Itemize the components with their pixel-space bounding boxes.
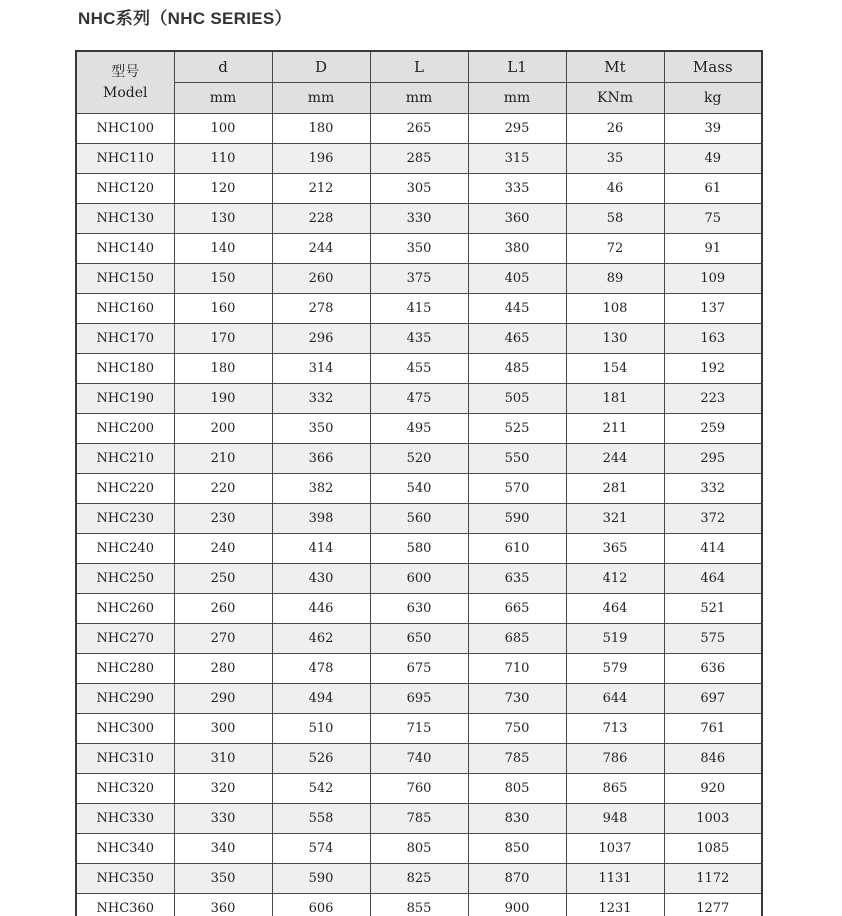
model-cell: NHC230 (76, 504, 174, 534)
value-cell: 464 (664, 564, 762, 594)
value-cell: 478 (272, 654, 370, 684)
value-cell: 360 (468, 204, 566, 234)
model-cell: NHC160 (76, 294, 174, 324)
value-cell: 290 (174, 684, 272, 714)
value-cell: 192 (664, 354, 762, 384)
value-cell: 100 (174, 114, 272, 144)
value-cell: 296 (272, 324, 370, 354)
table-row (76, 624, 762, 654)
value-cell: 330 (174, 804, 272, 834)
value-cell: 475 (370, 384, 468, 414)
value-cell: 240 (174, 534, 272, 564)
value-cell: 846 (664, 744, 762, 774)
value-cell: 210 (174, 444, 272, 474)
value-cell: 575 (664, 624, 762, 654)
value-cell: 244 (566, 444, 664, 474)
value-cell: 372 (664, 504, 762, 534)
value-cell: 520 (370, 444, 468, 474)
table-row (76, 894, 762, 916)
table-row (76, 234, 762, 264)
value-cell: 340 (174, 834, 272, 864)
value-cell: 805 (370, 834, 468, 864)
value-cell: 462 (272, 624, 370, 654)
value-cell: 630 (370, 594, 468, 624)
value-cell: 244 (272, 234, 370, 264)
value-cell: 270 (174, 624, 272, 654)
value-cell: 260 (272, 264, 370, 294)
value-cell: 211 (566, 414, 664, 444)
value-cell: 600 (370, 564, 468, 594)
value-cell: 405 (468, 264, 566, 294)
value-cell: 412 (566, 564, 664, 594)
model-cell: NHC240 (76, 534, 174, 564)
value-cell: 137 (664, 294, 762, 324)
value-cell: 46 (566, 174, 664, 204)
header-unit-L: mm (370, 83, 468, 114)
value-cell: 315 (468, 144, 566, 174)
table-row (76, 864, 762, 894)
value-cell: 740 (370, 744, 468, 774)
value-cell: 579 (566, 654, 664, 684)
value-cell: 526 (272, 744, 370, 774)
value-cell: 382 (272, 474, 370, 504)
value-cell: 170 (174, 324, 272, 354)
value-cell: 196 (272, 144, 370, 174)
value-cell: 212 (272, 174, 370, 204)
value-cell: 730 (468, 684, 566, 714)
value-cell: 1277 (664, 894, 762, 916)
header-unit-L1: mm (468, 83, 566, 114)
model-cell: NHC340 (76, 834, 174, 864)
header-unit-Mass: kg (664, 83, 762, 114)
value-cell: 525 (468, 414, 566, 444)
content-area (75, 8, 763, 916)
value-cell: 360 (174, 894, 272, 916)
value-cell: 606 (272, 894, 370, 916)
model-cell: NHC350 (76, 864, 174, 894)
value-cell: 550 (468, 444, 566, 474)
model-cell: NHC140 (76, 234, 174, 264)
value-cell: 61 (664, 174, 762, 204)
value-cell: 49 (664, 144, 762, 174)
value-cell: 332 (272, 384, 370, 414)
model-cell: NHC290 (76, 684, 174, 714)
header-row-symbols (76, 51, 762, 83)
model-cell: NHC260 (76, 594, 174, 624)
header-col-L1: L1 (468, 51, 566, 83)
value-cell: 785 (468, 744, 566, 774)
value-cell: 435 (370, 324, 468, 354)
value-cell: 865 (566, 774, 664, 804)
value-cell: 786 (566, 744, 664, 774)
model-cell: NHC310 (76, 744, 174, 774)
value-cell: 850 (468, 834, 566, 864)
value-cell: 590 (272, 864, 370, 894)
value-cell: 280 (174, 654, 272, 684)
table-body (76, 114, 762, 916)
table-row (76, 264, 762, 294)
value-cell: 91 (664, 234, 762, 264)
header-unit-d: mm (174, 83, 272, 114)
table-row (76, 144, 762, 174)
value-cell: 695 (370, 684, 468, 714)
table-row (76, 474, 762, 504)
value-cell: 109 (664, 264, 762, 294)
value-cell: 685 (468, 624, 566, 654)
nhc-series-table (75, 50, 763, 916)
model-cell: NHC200 (76, 414, 174, 444)
value-cell: 825 (370, 864, 468, 894)
header-row-units (76, 83, 762, 114)
model-cell: NHC330 (76, 804, 174, 834)
value-cell: 120 (174, 174, 272, 204)
value-cell: 830 (468, 804, 566, 834)
value-cell: 1172 (664, 864, 762, 894)
value-cell: 108 (566, 294, 664, 324)
value-cell: 75 (664, 204, 762, 234)
value-cell: 58 (566, 204, 664, 234)
value-cell: 414 (272, 534, 370, 564)
value-cell: 558 (272, 804, 370, 834)
value-cell: 1003 (664, 804, 762, 834)
value-cell: 160 (174, 294, 272, 324)
value-cell: 750 (468, 714, 566, 744)
value-cell: 590 (468, 504, 566, 534)
value-cell: 350 (174, 864, 272, 894)
value-cell: 948 (566, 804, 664, 834)
value-cell: 320 (174, 774, 272, 804)
header-col-d: d (174, 51, 272, 83)
value-cell: 230 (174, 504, 272, 534)
value-cell: 1231 (566, 894, 664, 916)
value-cell: 1131 (566, 864, 664, 894)
model-cell: NHC220 (76, 474, 174, 504)
header-col-Mt: Mt (566, 51, 664, 83)
header-model-cell (76, 51, 174, 114)
header-col-L: L (370, 51, 468, 83)
model-cell: NHC320 (76, 774, 174, 804)
value-cell: 72 (566, 234, 664, 264)
value-cell: 761 (664, 714, 762, 744)
value-cell: 321 (566, 504, 664, 534)
model-cell: NHC360 (76, 894, 174, 916)
value-cell: 610 (468, 534, 566, 564)
value-cell: 675 (370, 654, 468, 684)
value-cell: 446 (272, 594, 370, 624)
value-cell: 455 (370, 354, 468, 384)
value-cell: 366 (272, 444, 370, 474)
value-cell: 285 (370, 144, 468, 174)
value-cell: 920 (664, 774, 762, 804)
value-cell: 510 (272, 714, 370, 744)
model-cell: NHC210 (76, 444, 174, 474)
value-cell: 465 (468, 324, 566, 354)
value-cell: 332 (664, 474, 762, 504)
value-cell: 300 (174, 714, 272, 744)
value-cell: 350 (272, 414, 370, 444)
value-cell: 130 (174, 204, 272, 234)
value-cell: 560 (370, 504, 468, 534)
value-cell: 580 (370, 534, 468, 564)
model-cell: NHC100 (76, 114, 174, 144)
value-cell: 295 (468, 114, 566, 144)
value-cell: 521 (664, 594, 762, 624)
value-cell: 200 (174, 414, 272, 444)
value-cell: 635 (468, 564, 566, 594)
value-cell: 335 (468, 174, 566, 204)
value-cell: 305 (370, 174, 468, 204)
value-cell: 414 (664, 534, 762, 564)
value-cell: 190 (174, 384, 272, 414)
value-cell: 542 (272, 774, 370, 804)
value-cell: 228 (272, 204, 370, 234)
header-col-Mass: Mass (664, 51, 762, 83)
table-row (76, 114, 762, 144)
value-cell: 278 (272, 294, 370, 324)
value-cell: 150 (174, 264, 272, 294)
value-cell: 665 (468, 594, 566, 624)
value-cell: 26 (566, 114, 664, 144)
page-title: NHC系列（NHC SERIES） (78, 9, 292, 28)
table-row (76, 204, 762, 234)
model-cell: NHC250 (76, 564, 174, 594)
model-cell: NHC300 (76, 714, 174, 744)
table-row (76, 744, 762, 774)
model-cell: NHC120 (76, 174, 174, 204)
value-cell: 785 (370, 804, 468, 834)
value-cell: 110 (174, 144, 272, 174)
table-header (76, 51, 762, 114)
table-row (76, 294, 762, 324)
value-cell: 35 (566, 144, 664, 174)
table-row (76, 714, 762, 744)
value-cell: 445 (468, 294, 566, 324)
table-row (76, 654, 762, 684)
value-cell: 365 (566, 534, 664, 564)
value-cell: 180 (272, 114, 370, 144)
value-cell: 265 (370, 114, 468, 144)
value-cell: 574 (272, 834, 370, 864)
model-cell: NHC170 (76, 324, 174, 354)
value-cell: 180 (174, 354, 272, 384)
value-cell: 1085 (664, 834, 762, 864)
value-cell: 295 (664, 444, 762, 474)
table-row (76, 594, 762, 624)
value-cell: 314 (272, 354, 370, 384)
value-cell: 310 (174, 744, 272, 774)
value-cell: 163 (664, 324, 762, 354)
value-cell: 260 (174, 594, 272, 624)
value-cell: 715 (370, 714, 468, 744)
value-cell: 495 (370, 414, 468, 444)
header-col-D: D (272, 51, 370, 83)
table-row (76, 174, 762, 204)
value-cell: 855 (370, 894, 468, 916)
table-row (76, 804, 762, 834)
model-cell: NHC180 (76, 354, 174, 384)
value-cell: 570 (468, 474, 566, 504)
value-cell: 870 (468, 864, 566, 894)
value-cell: 1037 (566, 834, 664, 864)
value-cell: 39 (664, 114, 762, 144)
value-cell: 485 (468, 354, 566, 384)
model-cell: NHC190 (76, 384, 174, 414)
value-cell: 760 (370, 774, 468, 804)
value-cell: 398 (272, 504, 370, 534)
value-cell: 130 (566, 324, 664, 354)
value-cell: 519 (566, 624, 664, 654)
header-model-label-en: Model (103, 84, 148, 101)
header-model-label-zh: 型号 (111, 63, 140, 80)
table-row (76, 384, 762, 414)
value-cell: 350 (370, 234, 468, 264)
value-cell: 154 (566, 354, 664, 384)
value-cell: 464 (566, 594, 664, 624)
table-row (76, 774, 762, 804)
model-cell: NHC280 (76, 654, 174, 684)
table-row (76, 504, 762, 534)
value-cell: 330 (370, 204, 468, 234)
value-cell: 250 (174, 564, 272, 594)
table-row (76, 534, 762, 564)
value-cell: 697 (664, 684, 762, 714)
value-cell: 644 (566, 684, 664, 714)
header-unit-Mt: KNm (566, 83, 664, 114)
header-unit-D: mm (272, 83, 370, 114)
value-cell: 220 (174, 474, 272, 504)
model-cell: NHC270 (76, 624, 174, 654)
value-cell: 140 (174, 234, 272, 264)
value-cell: 805 (468, 774, 566, 804)
value-cell: 505 (468, 384, 566, 414)
value-cell: 540 (370, 474, 468, 504)
value-cell: 89 (566, 264, 664, 294)
value-cell: 415 (370, 294, 468, 324)
value-cell: 494 (272, 684, 370, 714)
table-row (76, 834, 762, 864)
value-cell: 636 (664, 654, 762, 684)
table-row (76, 414, 762, 444)
table-row (76, 684, 762, 714)
value-cell: 380 (468, 234, 566, 264)
table-row (76, 564, 762, 594)
value-cell: 900 (468, 894, 566, 916)
model-cell: NHC110 (76, 144, 174, 174)
value-cell: 259 (664, 414, 762, 444)
value-cell: 375 (370, 264, 468, 294)
table-row (76, 354, 762, 384)
value-cell: 430 (272, 564, 370, 594)
model-cell: NHC150 (76, 264, 174, 294)
table-row (76, 324, 762, 354)
value-cell: 223 (664, 384, 762, 414)
value-cell: 713 (566, 714, 664, 744)
value-cell: 650 (370, 624, 468, 654)
model-cell: NHC130 (76, 204, 174, 234)
value-cell: 281 (566, 474, 664, 504)
table-row (76, 444, 762, 474)
value-cell: 181 (566, 384, 664, 414)
value-cell: 710 (468, 654, 566, 684)
